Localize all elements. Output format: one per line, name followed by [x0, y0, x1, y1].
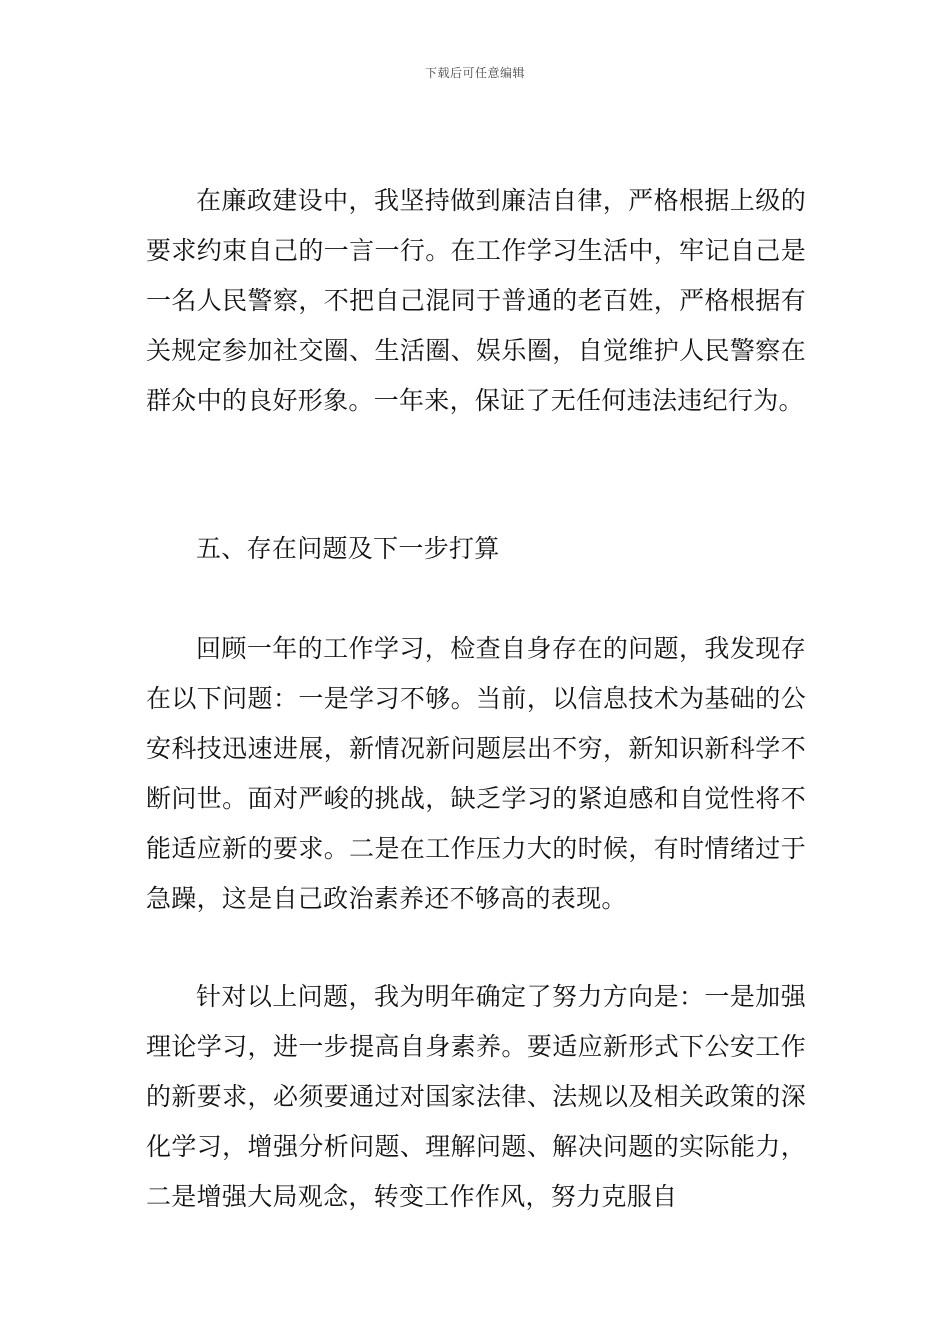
section-heading-problems-plans: 五、存在问题及下一步打算: [196, 534, 500, 563]
paragraph-next-year-direction: 针对以上问题，我为明年确定了努力方向是：一是加强理论学习，进一步提高自身素养。要适应新形式下公安工作的新要求，必须要通过对国家法律、法规以及相关政策的深化学习，增强分析问题、理解问题、解决问题的实际能力，二是增强大局观念，转变工作作风，努力克服自: [146, 982, 806, 1211]
paragraph-review-problems: 回顾一年的工作学习，检查自身存在的问题，我发现存在以下问题：一是学习不够。当前，以信息技术为基础的公安科技迅速进展，新情况新问题层出不穷，新知识新科学不断问世。面对严峻的挑战，缺乏学习的紧迫感和自觉性将不能适应新的要求。二是在工作压力大的时候，有时情绪过于急躁，这是自己政治素养还不够高的表现。: [146, 634, 806, 913]
header-note: 下载后可任意编辑: [424, 66, 525, 80]
paragraph-integrity: 在廉政建设中，我坚持做到廉洁自律，严格根据上级的要求约束自己的一言一行。在工作学习生活中，牢记自己是一名人民警察，不把自己混同于普通的老百姓，严格根据有关规定参加社交圈、生活圈、娱乐圈，自觉维护人民警察在群众中的良好形象。一年来，保证了无任何违法违纪行为。: [146, 186, 806, 415]
